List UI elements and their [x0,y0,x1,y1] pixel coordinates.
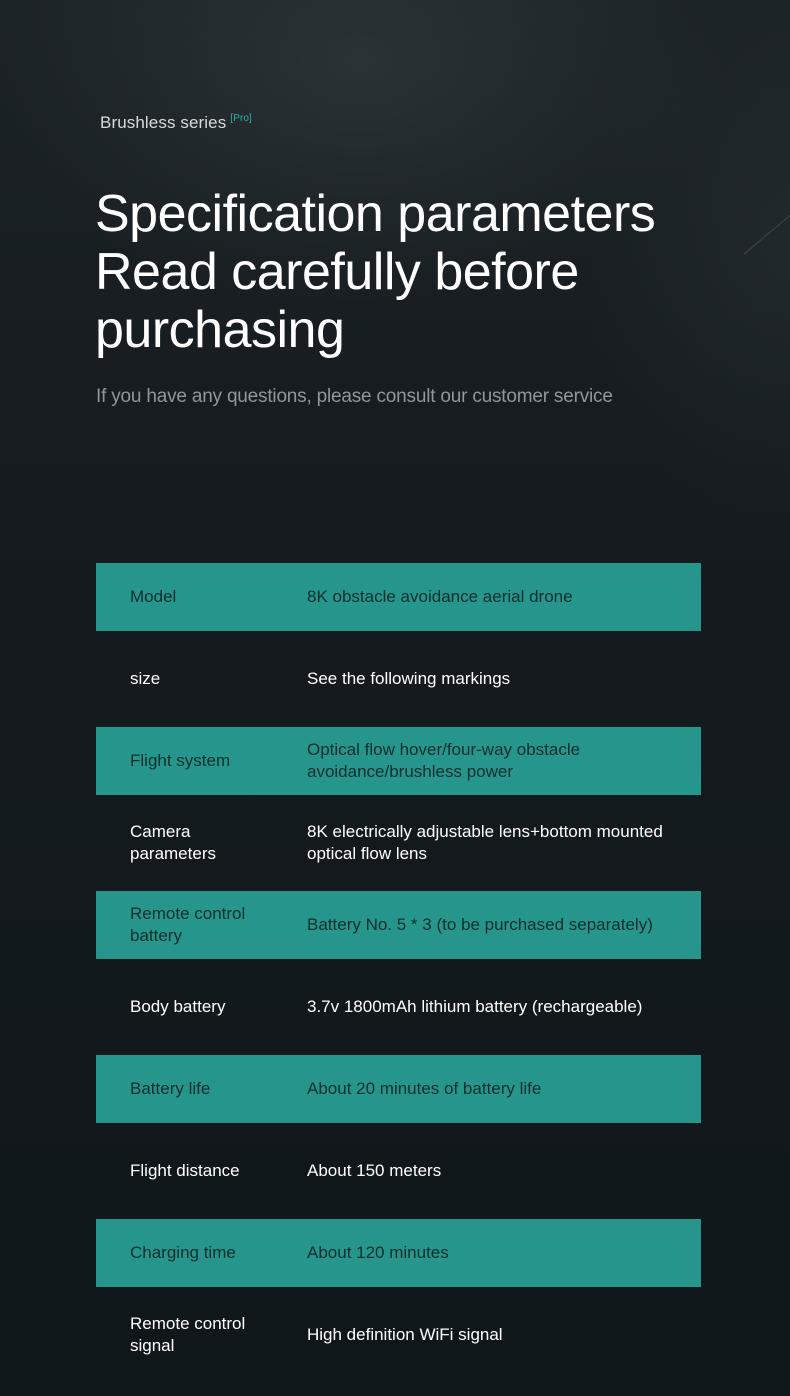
spec-table [96,563,701,1383]
spec-key: Remote control battery [130,904,246,945]
spec-value: About 20 minutes of battery life [307,1079,542,1098]
title-line-1: Specification parameters [95,185,656,243]
spec-value: 8K electrically adjustable lens+bottom mounted optical flow lens [307,822,663,863]
spec-row-remote-signal [96,1301,701,1369]
spec-row-size [96,645,701,713]
series-name: Brushless series [100,113,227,132]
spec-key: Camera parameters [130,822,216,863]
spec-value: See the following markings [307,669,511,688]
spec-key: Flight system [130,751,231,770]
spec-value: About 120 minutes [307,1243,449,1262]
spec-row-battery-life [96,1055,701,1123]
spec-value: Optical flow hover/four-way obstacle avoidance/brushless power [307,740,581,781]
spec-key: Model [130,587,177,606]
spec-key: Remote control signal [130,1314,246,1355]
spec-value: Battery No. 5 * 3 (to be purchased separately) [307,915,653,934]
title-line-2: Read carefully before [95,243,579,301]
spec-value: 8K obstacle avoidance aerial drone [307,587,573,606]
spec-row-camera [96,809,701,877]
spec-row-model [96,563,701,631]
title-line-3: purchasing [95,301,345,359]
spec-key: Body battery [130,997,226,1016]
decorative-line [744,215,790,254]
spec-row-charging-time [96,1219,701,1287]
spec-row-flight-system [96,727,701,795]
page-subtitle: If you have any questions, please consult our customer service [96,386,613,407]
spec-key: Flight distance [130,1161,240,1180]
page-title [95,185,735,359]
spec-key: size [130,669,161,688]
spec-row-flight-distance [96,1137,701,1205]
spec-value: High definition WiFi signal [307,1325,503,1344]
spec-key: Charging time [130,1243,236,1262]
spec-row-remote-battery [96,891,701,959]
series-label [100,113,252,133]
spec-value: 3.7v 1800mAh lithium battery (rechargeable) [307,997,643,1016]
series-tag: [Pro] [230,113,252,124]
spec-value: About 150 meters [307,1161,442,1180]
spec-key: Battery life [130,1079,211,1098]
spec-row-body-battery [96,973,701,1041]
